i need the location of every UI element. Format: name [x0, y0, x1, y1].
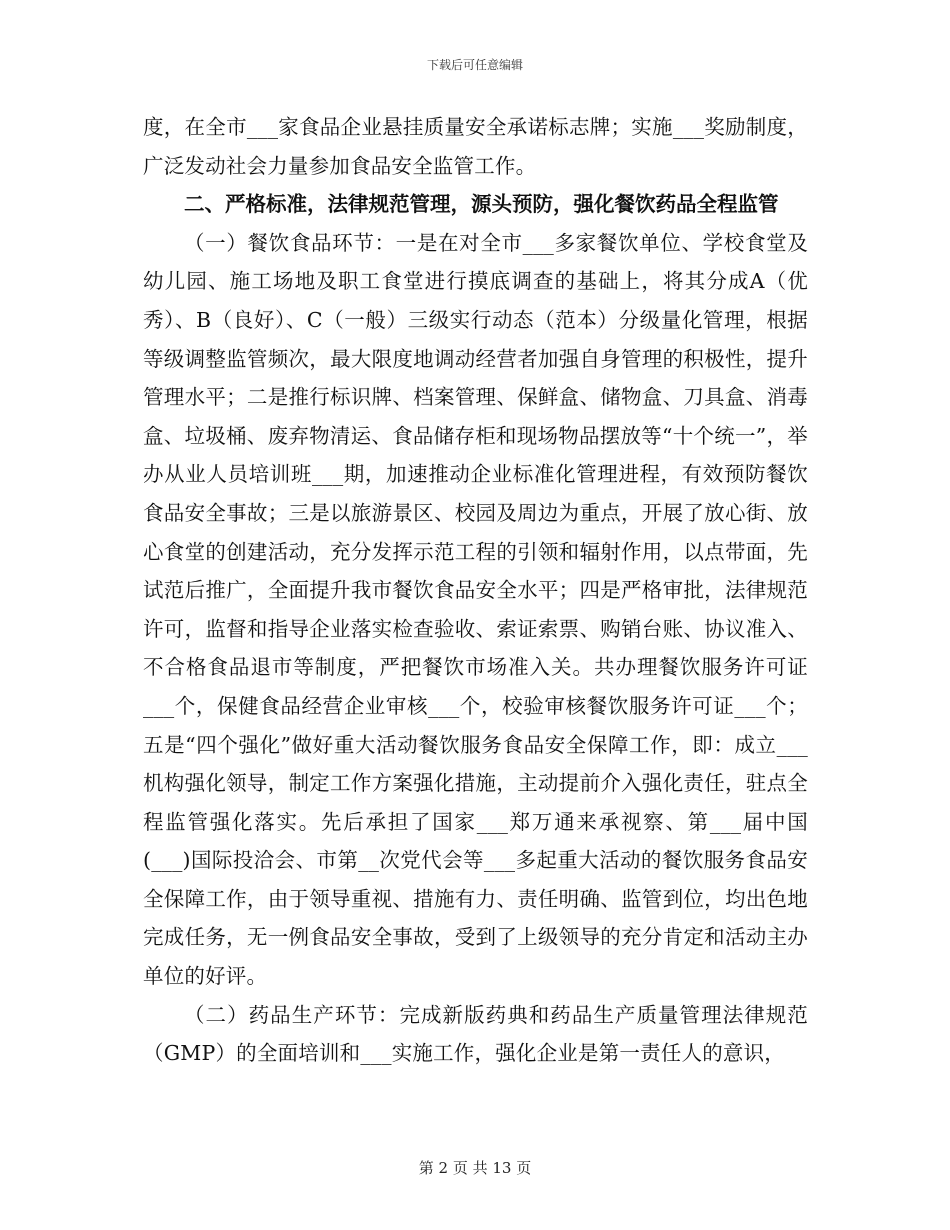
document-body [143, 108, 808, 1073]
paragraph-catering: （一）餐饮食品环节：一是在对全市___多家餐饮单位、学校食堂及幼儿园、施工场地及职工食堂进行摸底调查的基础上，将其分成A（优秀）、B（良好）、C（一般）三级实行动态（范本）分级量化管理，根据等级调整监管频次，最大限度地调动经营者加强自身管理的积极性，提升管理水平；二是推行标识牌、档案管理、保鲜盒、储物盒、刀具盒、消毒盒、垃圾桶、废弃物清运、食品储存柜和现场物品摆放等“十个统一”，举办从业人员培训班___期，加速推动企业标准化管理进程，有效预防餐饮食品安全事故；三是以旅游景区、校园及周边为重点，开展了放心街、放心食堂的创建活动，充分发挥示范工程的引领和辐射作用，以点带面，先试范后推广，全面提升我市餐饮食品安全水平；四是严格审批，法律规范许可，监督和指导企业落实检查验收、索证索票、购销台账、协议准入、不合格食品退市等制度，严把餐饮市场准入关。共办理餐饮服务许可证___个，保健食品经营企业审核___个，校验审核餐饮服务许可证___个；五是“四个强化”做好重大活动餐饮服务食品安全保障工作，即：成立___机构强化领导，制定工作方案强化措施，主动提前介入强化责任，驻点全程监管强化落实。先后承担了国家___郑万通来承视察、第___届中国(___)国际投洽会、市第__次党代会等___多起重大活动的餐饮服务食品安全保障工作，由于领导重视、措施有力、责任明确、监管到位，均出色地完成任务，无一例食品安全事故，受到了上级领导的充分肯定和活动主办单位的好评。 [143, 230, 808, 989]
page-header: 下载后可任意编辑 [426, 58, 523, 72]
paragraph-continuation: 度，在全市___家食品企业悬挂质量安全承诺标志牌；实施___奖励制度，广泛发动社会力量参加食品安全监管工作。 [143, 115, 808, 178]
paragraph-drug-production: （二）药品生产环节：完成新版药典和药品生产质量管理法律规范（GMP）的全面培训和___实施工作，强化企业是第一责任人的意识， [143, 1002, 808, 1066]
page-footer: 第 2 页 共 13 页 [418, 1159, 532, 1177]
section-heading: 二、严格标准，法律规范管理，源头预防，强化餐饮药品全程监管 [184, 192, 779, 217]
